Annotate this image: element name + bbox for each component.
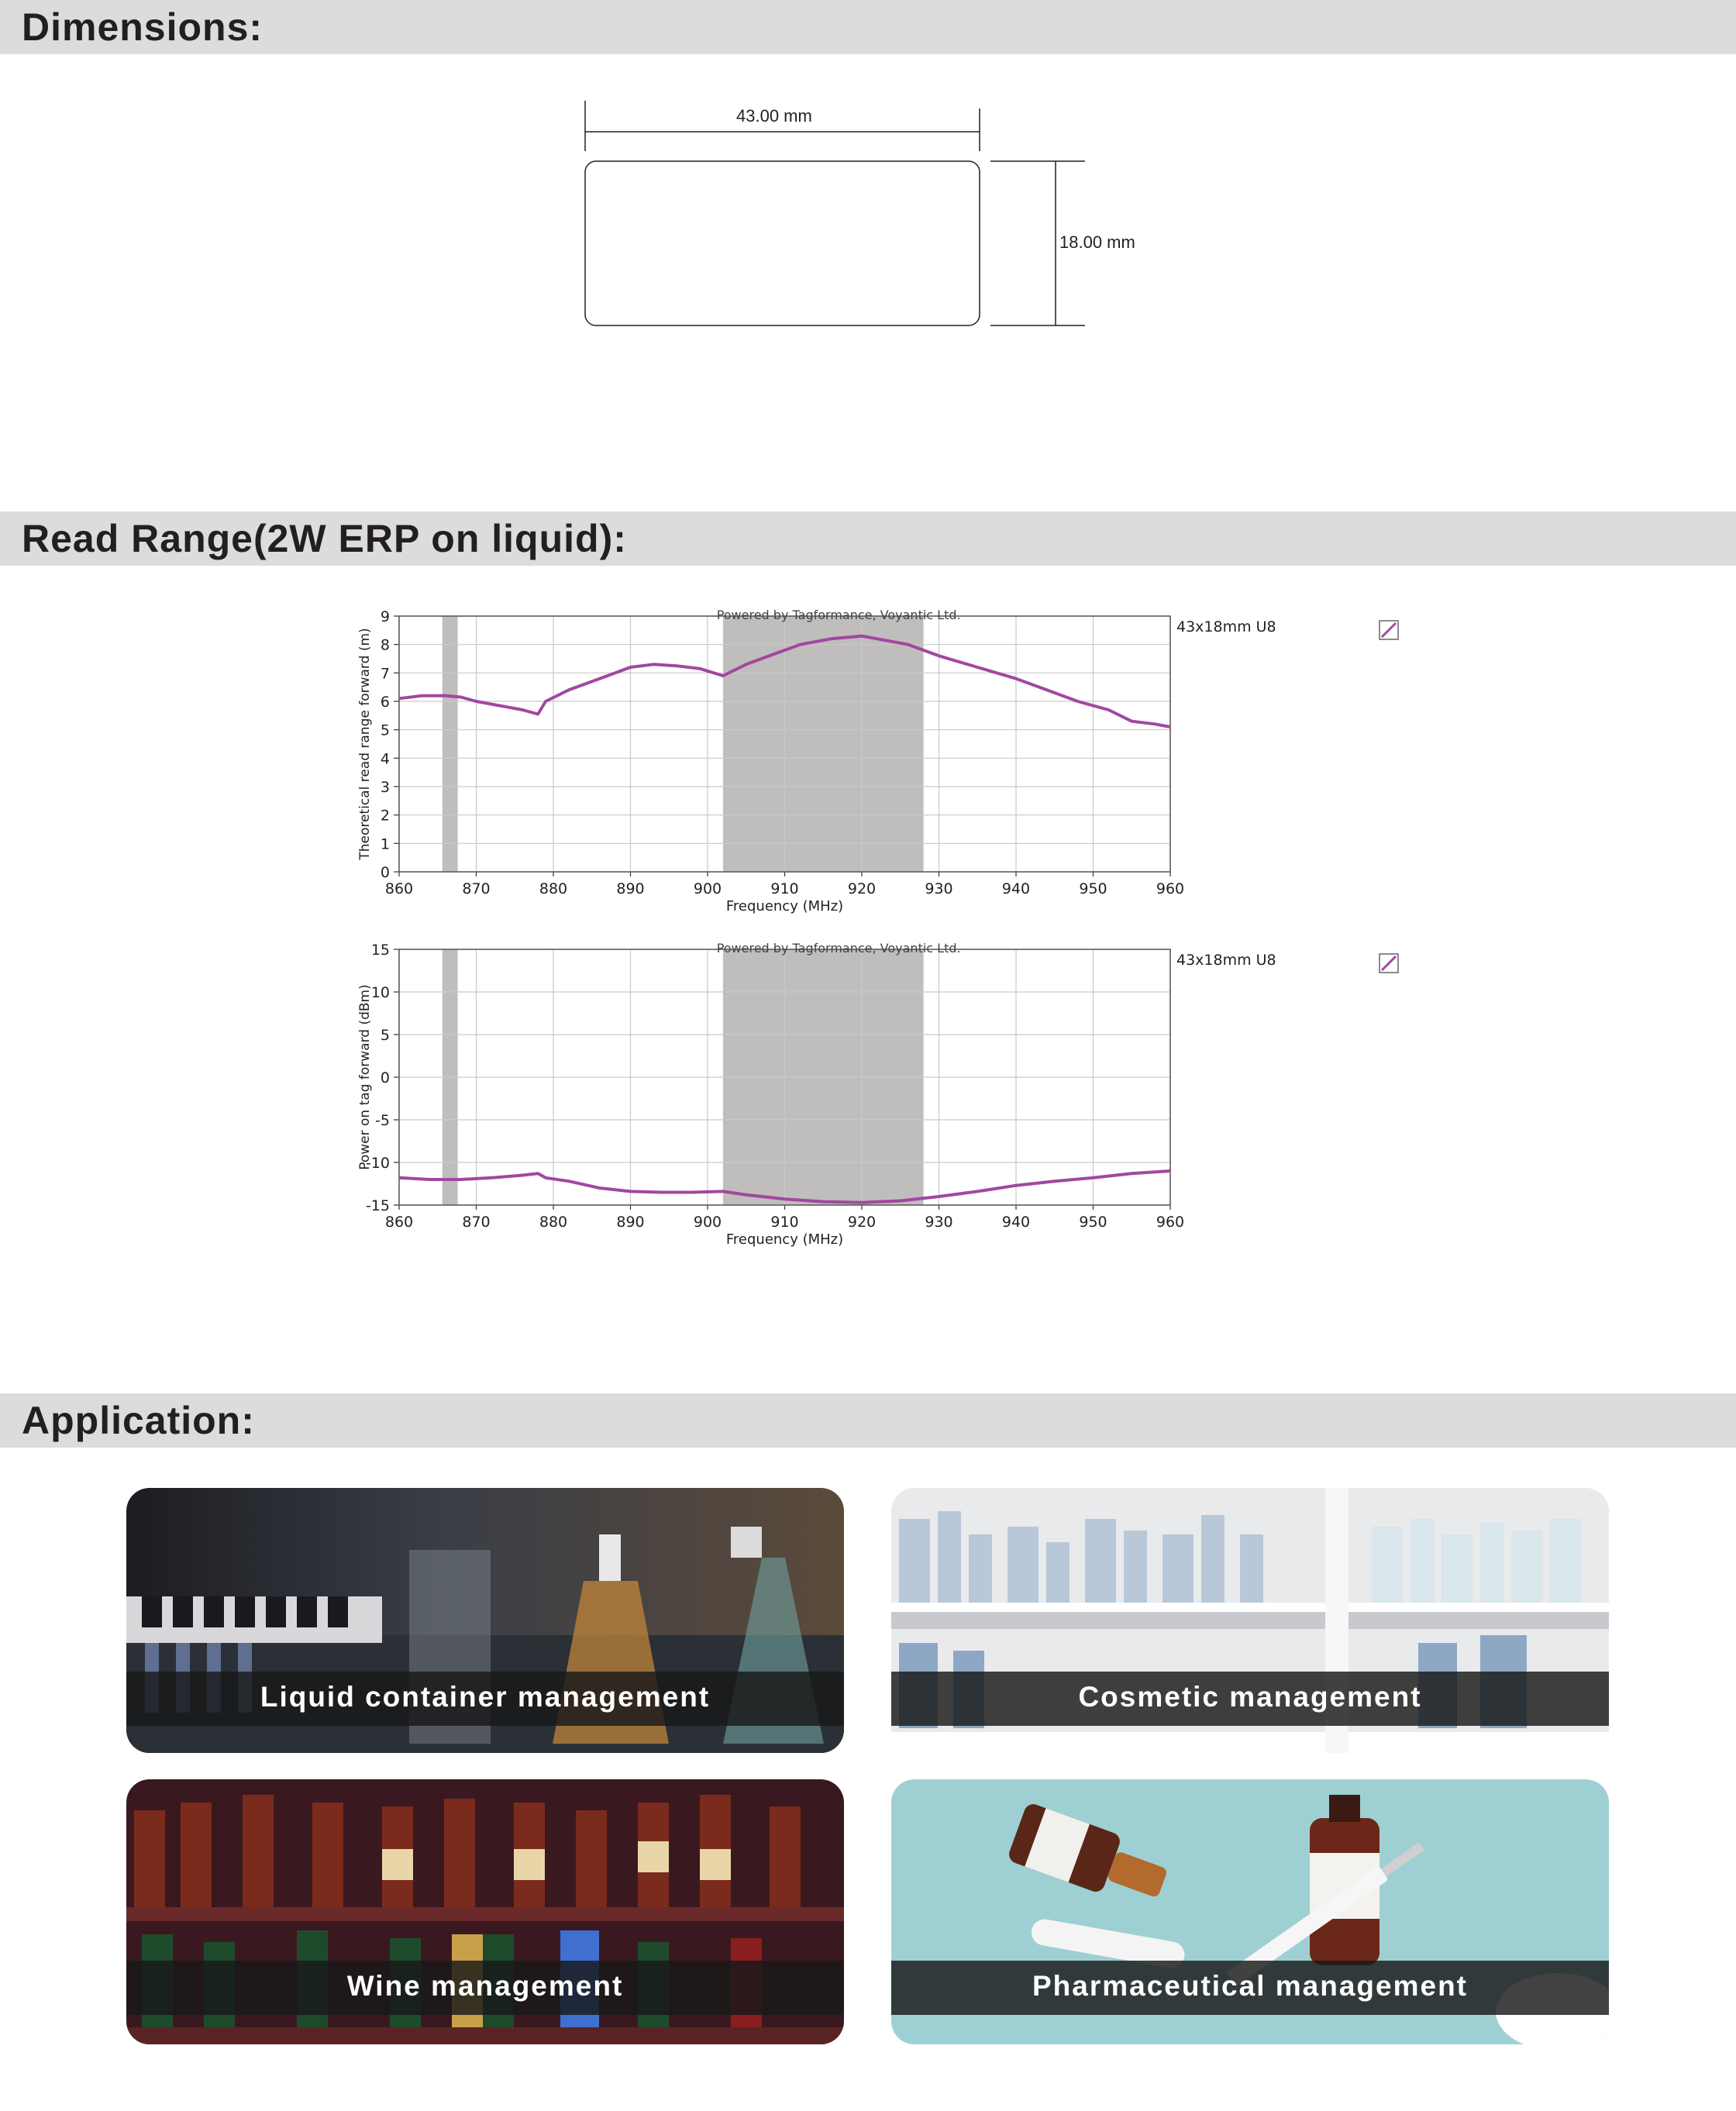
y-tick-label: 3 [380, 779, 390, 796]
application-card-cosmetic [891, 1488, 1609, 1753]
y-tick-label: 0 [380, 1069, 390, 1086]
x-tick-label: 900 [693, 1214, 722, 1231]
y-axis-label: Power on tag forward (dBm) [357, 984, 373, 1170]
x-tick-label: 950 [1079, 1214, 1107, 1231]
application-card-liquid [126, 1488, 844, 1753]
x-tick-label: 960 [1156, 880, 1185, 897]
x-tick-label: 920 [847, 880, 877, 897]
legend-label: 43x18mm U8 [1176, 952, 1276, 969]
application-label: Wine management [346, 1970, 624, 2002]
section-header-application [0, 1393, 1736, 1448]
section-title: Dimensions: [22, 5, 264, 49]
y-tick-label: 8 [380, 636, 390, 654]
section-header-dimensions [0, 0, 1736, 54]
x-tick-label: 940 [1001, 1214, 1031, 1231]
application-card-wine [126, 1779, 844, 2044]
application-label: Liquid container management [260, 1681, 711, 1713]
power-on-tag-chart [341, 938, 1426, 1263]
y-tick-label: -10 [365, 1155, 390, 1172]
tag-outline [585, 161, 980, 325]
x-tick-label: 910 [770, 880, 799, 897]
section-header-read-range [0, 511, 1736, 566]
chart-watermark: Powered by Tagformance, Voyantic Ltd. [716, 941, 961, 956]
section-title: Read Range(2W ERP on liquid): [22, 517, 627, 560]
dimension-drawing [574, 101, 1116, 333]
x-tick-label: 920 [847, 1214, 877, 1231]
y-tick-label: -15 [365, 1197, 390, 1214]
section-title: Application: [22, 1399, 255, 1442]
y-tick-label: 5 [380, 1027, 390, 1044]
y-tick-label: 0 [380, 864, 390, 881]
chart-watermark: Powered by Tagformance, Voyantic Ltd. [716, 608, 961, 622]
shaded-band [443, 616, 458, 872]
y-tick-label: 4 [380, 750, 390, 768]
application-label-band [891, 1961, 1609, 2015]
x-tick-label: 930 [925, 1214, 953, 1231]
y-axis-label: Theoretical read range forward (m) [357, 628, 373, 860]
x-tick-label: 930 [925, 880, 953, 897]
application-label: Cosmetic management [1078, 1681, 1422, 1713]
y-tick-label: 5 [380, 721, 390, 739]
application-label-band [126, 1672, 844, 1726]
y-tick-label: 7 [380, 665, 390, 683]
y-tick-label: 1 [380, 835, 390, 853]
x-tick-label: 880 [539, 1214, 568, 1231]
x-tick-label: 950 [1079, 880, 1107, 897]
x-tick-label: 880 [539, 880, 568, 897]
application-card-pharmaceutical [891, 1779, 1609, 2044]
legend-label: 43x18mm U8 [1176, 618, 1276, 635]
y-tick-label: 10 [370, 984, 390, 1001]
shaded-band [723, 616, 924, 872]
x-axis-label: Frequency (MHz) [725, 898, 844, 914]
y-tick-label: 9 [380, 608, 390, 625]
x-axis-label: Frequency (MHz) [725, 1231, 844, 1248]
x-tick-label: 940 [1001, 880, 1031, 897]
x-tick-label: 890 [616, 880, 645, 897]
y-tick-label: 2 [380, 807, 390, 825]
x-tick-label: 870 [462, 880, 491, 897]
width-label: 43.00 mm [736, 106, 812, 126]
x-tick-label: 870 [462, 1214, 491, 1231]
y-tick-label: -5 [375, 1112, 390, 1129]
x-tick-label: 960 [1156, 1214, 1185, 1231]
x-tick-label: 860 [384, 880, 414, 897]
x-tick-label: 900 [693, 880, 722, 897]
y-tick-label: 6 [380, 694, 390, 711]
x-tick-label: 910 [770, 1214, 799, 1231]
x-tick-label: 860 [384, 1214, 414, 1231]
height-label: 18.00 mm [1059, 232, 1135, 252]
x-tick-label: 890 [616, 1214, 645, 1231]
application-label: Pharmaceutical management [1032, 1970, 1469, 2002]
y-tick-label: 15 [370, 942, 390, 959]
application-label-band [891, 1672, 1609, 1726]
read-range-chart [341, 604, 1426, 930]
application-label-band [126, 1961, 844, 2015]
